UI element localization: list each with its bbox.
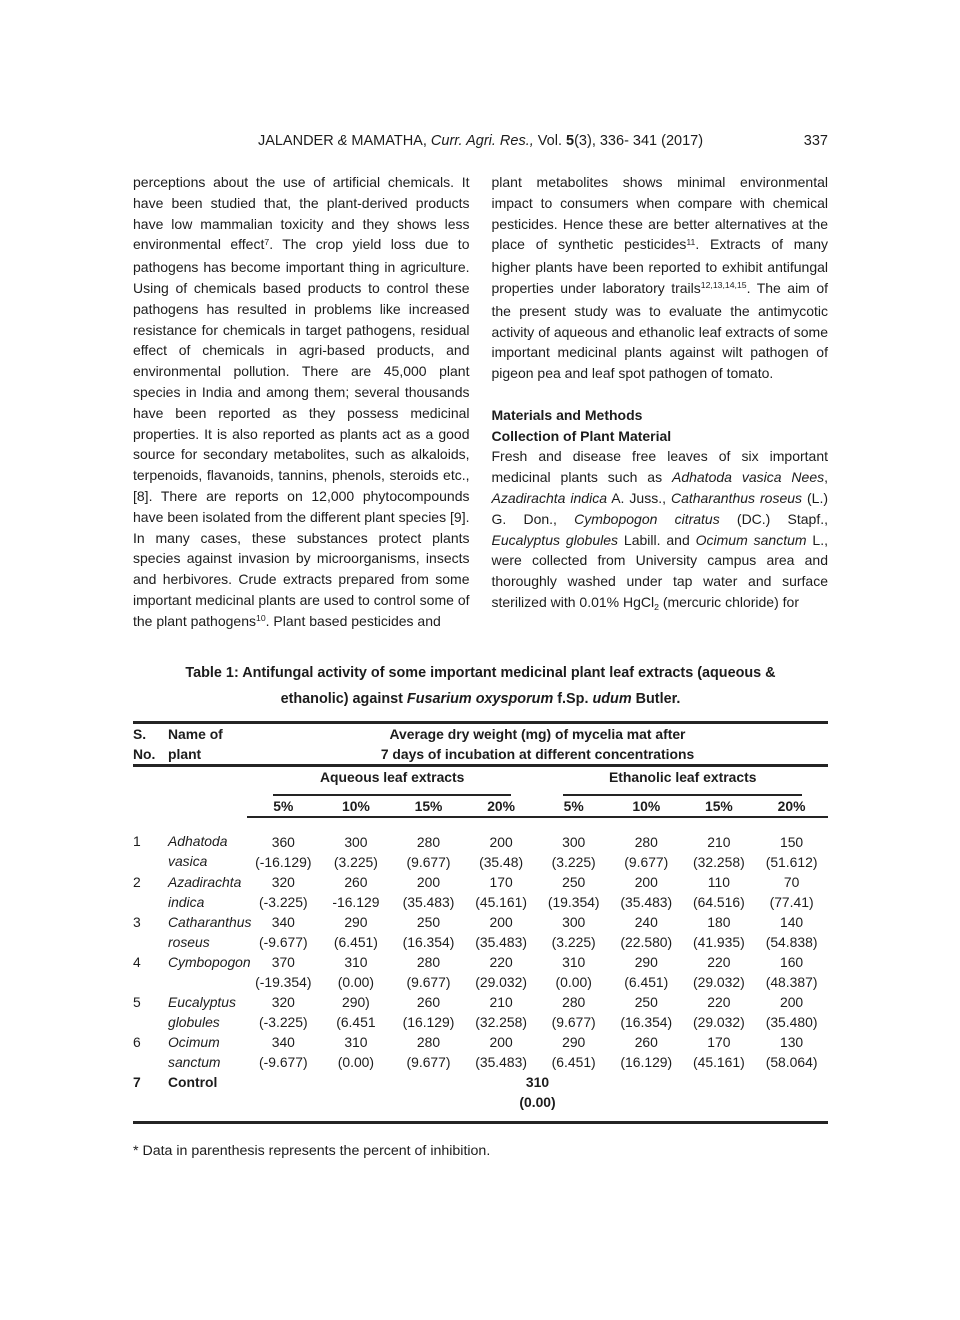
table-1 bbox=[133, 721, 828, 1124]
concentration-header: 20% bbox=[755, 796, 828, 817]
inhibition-percent: (16.354) bbox=[402, 934, 455, 950]
data-cell bbox=[320, 952, 393, 992]
dry-weight-value: 310 bbox=[344, 1034, 368, 1050]
data-cell bbox=[537, 817, 610, 872]
inhibition-percent: (9.677) bbox=[624, 854, 669, 870]
control-values bbox=[247, 1072, 828, 1123]
dry-weight-value: 170 bbox=[489, 874, 513, 890]
data-cell bbox=[465, 912, 538, 952]
data-cell bbox=[392, 912, 465, 952]
inhibition-percent: (54.838) bbox=[765, 934, 818, 950]
inhibition-percent: (6.451) bbox=[624, 974, 669, 990]
table-row bbox=[133, 912, 828, 952]
concentration-header: 10% bbox=[610, 796, 683, 817]
data-cell bbox=[247, 992, 320, 1032]
dry-weight-value: 240 bbox=[634, 914, 658, 930]
inhibition-percent: (9.677) bbox=[551, 1014, 596, 1030]
data-cell bbox=[683, 817, 756, 872]
dry-weight-value: 280 bbox=[416, 834, 441, 850]
data-cell bbox=[465, 952, 538, 992]
inhibition-percent: (29.032) bbox=[693, 1014, 745, 1030]
inhibition-percent: (6.451 bbox=[336, 1014, 376, 1030]
dry-weight-value: 340 bbox=[271, 914, 295, 930]
inhibition-percent: (22.580) bbox=[620, 934, 673, 950]
dry-weight-value: 310 bbox=[562, 954, 586, 970]
dry-weight-value: 280 bbox=[416, 954, 441, 970]
inhibition-percent: (35.483) bbox=[475, 1054, 527, 1070]
empty-cell bbox=[168, 766, 247, 797]
data-cell bbox=[610, 1032, 683, 1072]
data-cell bbox=[683, 912, 756, 952]
dry-weight-value: 260 bbox=[344, 874, 368, 890]
dry-weight-value: 300 bbox=[562, 914, 586, 930]
data-cell bbox=[537, 1032, 610, 1072]
inhibition-percent: (35.483) bbox=[620, 894, 673, 910]
data-cell bbox=[683, 992, 756, 1032]
empty-cell bbox=[133, 766, 168, 797]
inhibition-percent: (16.129) bbox=[402, 1014, 455, 1030]
data-cell bbox=[465, 817, 538, 872]
dry-weight-value: 250 bbox=[634, 994, 658, 1010]
data-cell bbox=[537, 912, 610, 952]
data-cell bbox=[247, 1032, 320, 1072]
data-cell bbox=[537, 952, 610, 992]
data-cell bbox=[392, 952, 465, 992]
inhibition-percent: (3.225) bbox=[333, 854, 378, 870]
page-number: 337 bbox=[803, 133, 828, 149]
concentration-header: 15% bbox=[392, 796, 465, 817]
inhibition-percent: (58.064) bbox=[765, 1054, 818, 1070]
table-body bbox=[133, 817, 828, 1072]
data-cell bbox=[320, 817, 393, 872]
data-cell bbox=[465, 872, 538, 912]
control-label: Control bbox=[168, 1074, 218, 1090]
data-cell bbox=[683, 1032, 756, 1072]
data-cell bbox=[537, 992, 610, 1032]
data-cell bbox=[755, 952, 828, 992]
dry-weight-value: 260 bbox=[416, 994, 441, 1010]
plant-name: Adhatoda vasica bbox=[168, 833, 228, 869]
row-serial-number: 2 bbox=[133, 874, 141, 890]
inhibition-percent: -16.129 bbox=[332, 894, 380, 910]
row-serial-number: 1 bbox=[133, 833, 141, 849]
concentration-header: 15% bbox=[683, 796, 756, 817]
data-cell bbox=[610, 992, 683, 1032]
left-column bbox=[133, 172, 470, 634]
table-title: Table 1: Antifungal activity of some important medicinal plant leaf extracts (aqueous & ethanolic) against Fusarium oxysporum f.Sp. udum Butler. bbox=[185, 665, 776, 707]
concentration-header: 20% bbox=[465, 796, 538, 817]
dry-weight-value: 200 bbox=[489, 834, 513, 850]
inhibition-percent: (16.354) bbox=[620, 1014, 673, 1030]
dry-weight-value: 320 bbox=[271, 874, 295, 890]
dry-weight-value: 360 bbox=[271, 834, 295, 850]
table-row bbox=[133, 992, 828, 1032]
dry-weight-value: 320 bbox=[271, 994, 295, 1010]
inhibition-percent: (-16.129) bbox=[255, 854, 312, 870]
inhibition-percent: (19.354) bbox=[547, 894, 600, 910]
dry-weight-value: 180 bbox=[707, 914, 731, 930]
dry-weight-value: 260 bbox=[634, 1034, 658, 1050]
control-serial-number: 7 bbox=[133, 1074, 141, 1090]
data-cell bbox=[247, 912, 320, 952]
data-cell bbox=[247, 872, 320, 912]
inhibition-percent: (51.612) bbox=[765, 854, 818, 870]
row-serial-number: 6 bbox=[133, 1034, 141, 1050]
dry-weight-value: 250 bbox=[416, 914, 441, 930]
dry-weight-value: 150 bbox=[779, 834, 804, 850]
plant-name: Cymbopogon bbox=[168, 954, 251, 970]
data-cell bbox=[320, 992, 393, 1032]
inhibition-percent: (64.516) bbox=[693, 894, 745, 910]
dry-weight-value: 250 bbox=[562, 874, 586, 890]
inhibition-percent: (32.258) bbox=[693, 854, 745, 870]
table-row bbox=[133, 952, 828, 992]
table-1-block bbox=[133, 660, 828, 1161]
page-header bbox=[133, 131, 828, 151]
inhibition-percent: (0.00) bbox=[337, 1054, 375, 1070]
section-heading-materials-and-methods: Materials and Methods bbox=[491, 406, 643, 423]
dry-weight-value: 370 bbox=[271, 954, 295, 970]
col-header-plant-name: Name of plant bbox=[168, 723, 247, 766]
plant-name: Catharanthus roseus bbox=[168, 914, 252, 950]
inhibition-percent: (0.00) bbox=[337, 974, 375, 990]
row-serial-number: 3 bbox=[133, 914, 141, 930]
inhibition-percent: (45.161) bbox=[693, 1054, 745, 1070]
data-cell bbox=[320, 1032, 393, 1072]
inhibition-percent: (3.225) bbox=[551, 854, 596, 870]
dry-weight-value: 170 bbox=[707, 1034, 731, 1050]
data-cell bbox=[610, 952, 683, 992]
table-main-header-row bbox=[133, 723, 828, 766]
subsection-heading-collection-of-plant-material: Collection of Plant Material bbox=[491, 427, 672, 444]
inhibition-percent: (41.935) bbox=[693, 934, 745, 950]
row-serial-number: 5 bbox=[133, 994, 141, 1010]
inhibition-percent: (6.451) bbox=[333, 934, 378, 950]
group-header-aqueous: Aqueous leaf extracts bbox=[247, 766, 537, 797]
dry-weight-value: 290 bbox=[562, 1034, 586, 1050]
dry-weight-value: 290 bbox=[634, 954, 658, 970]
inhibition-percent: (35.483) bbox=[402, 894, 455, 910]
table-control-body bbox=[133, 1072, 828, 1123]
plant-name: Eucalyptus globules bbox=[168, 994, 236, 1030]
inhibition-percent: (9.677) bbox=[406, 1054, 451, 1070]
data-cell bbox=[465, 1032, 538, 1072]
dry-weight-value: 220 bbox=[707, 994, 731, 1010]
data-cell bbox=[683, 872, 756, 912]
dry-weight-value: 200 bbox=[489, 1034, 513, 1050]
dry-weight-value: 200 bbox=[489, 914, 513, 930]
dry-weight-value: 110 bbox=[707, 874, 730, 890]
control-dry-weight: 310 bbox=[525, 1074, 550, 1090]
dry-weight-value: 280 bbox=[416, 1034, 441, 1050]
table-row bbox=[133, 872, 828, 912]
paragraph-spacer bbox=[492, 384, 829, 405]
data-cell bbox=[755, 912, 828, 952]
inhibition-percent: (29.032) bbox=[693, 974, 745, 990]
dry-weight-value: 130 bbox=[779, 1034, 804, 1050]
col-header-serial-number: S. No. bbox=[133, 723, 168, 766]
data-cell bbox=[392, 872, 465, 912]
data-cell bbox=[683, 952, 756, 992]
data-cell bbox=[537, 872, 610, 912]
data-cell bbox=[392, 992, 465, 1032]
data-cell bbox=[320, 912, 393, 952]
inhibition-percent: (32.258) bbox=[475, 1014, 527, 1030]
data-cell bbox=[320, 872, 393, 912]
group-header-ethanolic: Ethanolic leaf extracts bbox=[537, 766, 828, 797]
dry-weight-value: 290) bbox=[342, 994, 370, 1010]
inhibition-percent: (16.129) bbox=[620, 1054, 673, 1070]
concentration-header: 5% bbox=[537, 796, 610, 817]
inhibition-percent: (45.161) bbox=[475, 894, 527, 910]
inhibition-percent: (9.677) bbox=[406, 854, 451, 870]
empty-cell bbox=[168, 796, 247, 817]
dry-weight-value: 280 bbox=[634, 834, 658, 850]
dry-weight-value: 290 bbox=[344, 914, 368, 930]
dry-weight-value: 300 bbox=[562, 834, 586, 850]
data-cell bbox=[610, 912, 683, 952]
table-row bbox=[133, 1032, 828, 1072]
inhibition-percent: (29.032) bbox=[475, 974, 527, 990]
data-cell bbox=[610, 872, 683, 912]
dry-weight-value: 220 bbox=[489, 954, 513, 970]
left-column-paragraph: perceptions about the use of artificial chemicals. It have been studied that, the plant-derived products have low mammalian toxicity and they shows less environmental effect$^7$. The crop yield loss due to pathogens has become important thing in agriculture. Using of chemicals based products to control these pathogens has resulted in problems like increased resistance for chemicals in target pathogens, residual effect of chemicals in agri-based products, and environmental pollution. There are 45,000 plant species in India and among them; several thousands have been reported as they possess medicinal properties. It is also reported as plants act as a good source for secondary metabolites, such as alkaloids, terpenoids, flavanoids, tannins, phenols, steroids etc., [8]. There are reports on 12,000 phytocompounds have been isolated from the different plant species [9]. In many cases, these substances protect plants species against invasion by microorganisms, insects and herbivores. Crude extracts prepared from some important medicinal plants are used to control some of the plant pathogens$^{10}$. Plant based pesticides and bbox=[133, 174, 470, 629]
data-cell bbox=[392, 1032, 465, 1072]
dry-weight-value: 200 bbox=[416, 874, 441, 890]
dry-weight-value: 220 bbox=[707, 954, 731, 970]
inhibition-percent: (3.225) bbox=[551, 934, 596, 950]
inhibition-percent: (35.480) bbox=[765, 1014, 818, 1030]
inhibition-percent: (-3.225) bbox=[258, 894, 308, 910]
body-columns bbox=[133, 172, 828, 634]
inhibition-percent: (77.41) bbox=[769, 894, 814, 910]
dry-weight-value: 200 bbox=[634, 874, 658, 890]
data-cell bbox=[755, 872, 828, 912]
dry-weight-value: 300 bbox=[344, 834, 368, 850]
inhibition-percent: (6.451) bbox=[551, 1054, 596, 1070]
right-column-paragraph-2: Fresh and disease free leaves of six important medicinal plants such as Adhatoda vasica Nees, Azadirachta indica A. Juss., Catharanthus roseus (L.) G. Don., Cymbopogon citratus (DC.) Stapf., Eucalyptus globules Labill. and Ocimum sanctum L., were collected from University campus area and thoroughly washed under tap water and surface sterilized with 0.01% HgCl$_2$ (mercuric chloride) for bbox=[491, 448, 829, 612]
table-row-control bbox=[133, 1072, 828, 1123]
inhibition-percent: (35.483) bbox=[475, 934, 527, 950]
plant-name: Azadirachta indica bbox=[168, 874, 242, 910]
inhibition-percent: (35.48) bbox=[479, 854, 524, 870]
inhibition-percent: (48.387) bbox=[765, 974, 818, 990]
data-cell bbox=[755, 992, 828, 1032]
data-cell bbox=[247, 817, 320, 872]
table-footnote: * Data in parenthesis represents the percent of inhibition. bbox=[133, 1143, 491, 1159]
data-cell bbox=[392, 817, 465, 872]
dry-weight-value: 210 bbox=[489, 994, 513, 1010]
dry-weight-value: 70 bbox=[783, 874, 800, 890]
control-inhibition: (0.00) bbox=[519, 1094, 556, 1110]
running-head-citation: JALANDER & MAMATHA, Curr. Agri. Res., Vol. 5(3), 336- 341 (2017) bbox=[257, 133, 704, 149]
concentration-header: 5% bbox=[247, 796, 320, 817]
concentration-header: 10% bbox=[320, 796, 393, 817]
data-cell bbox=[755, 817, 828, 872]
extract-group-header-row bbox=[133, 766, 828, 797]
data-cell bbox=[465, 992, 538, 1032]
inhibition-percent: (-9.677) bbox=[258, 934, 308, 950]
dry-weight-value: 280 bbox=[562, 994, 586, 1010]
dry-weight-value: 340 bbox=[271, 1034, 295, 1050]
right-column bbox=[492, 172, 829, 634]
data-cell bbox=[610, 817, 683, 872]
inhibition-percent: (-3.225) bbox=[258, 1014, 308, 1030]
dry-weight-value: 210 bbox=[707, 834, 731, 850]
inhibition-percent: (-9.677) bbox=[258, 1054, 308, 1070]
data-cell bbox=[247, 952, 320, 992]
dry-weight-value: 200 bbox=[779, 994, 804, 1010]
right-column-paragraph-1: plant metabolites shows minimal environmental impact to consumers when compare with chemical pesticides. Hence these are better alternatives at the place of synthetic pesticides$^{11}$. Extracts of many higher plants have been reported to exhibit antifungal properties under laboratory trails$^{12,13,14,15}$. The aim of the present study was to evaluate the antimycotic activity of aqueous and ethanolic leaf extracts of some important medicinal plants against wilt pathogen of pigeon pea and leaf spot pathogen of tomato. bbox=[491, 174, 828, 382]
inhibition-percent: (9.677) bbox=[406, 974, 451, 990]
data-cell bbox=[755, 1032, 828, 1072]
empty-cell bbox=[133, 796, 168, 817]
inhibition-percent: (0.00) bbox=[555, 974, 592, 990]
inhibition-percent: (-19.354) bbox=[255, 974, 312, 990]
dry-weight-value: 140 bbox=[779, 914, 804, 930]
dry-weight-value: 310 bbox=[344, 954, 368, 970]
row-serial-number: 4 bbox=[133, 954, 141, 970]
col-header-measure: Average dry weight (mg) of mycelia mat after 7 days of incubation at different concentrations bbox=[247, 723, 828, 766]
plant-name: Ocimum sanctum bbox=[168, 1034, 221, 1070]
concentration-header-row bbox=[133, 796, 828, 817]
dry-weight-value: 160 bbox=[779, 954, 804, 970]
table-row bbox=[133, 817, 828, 872]
